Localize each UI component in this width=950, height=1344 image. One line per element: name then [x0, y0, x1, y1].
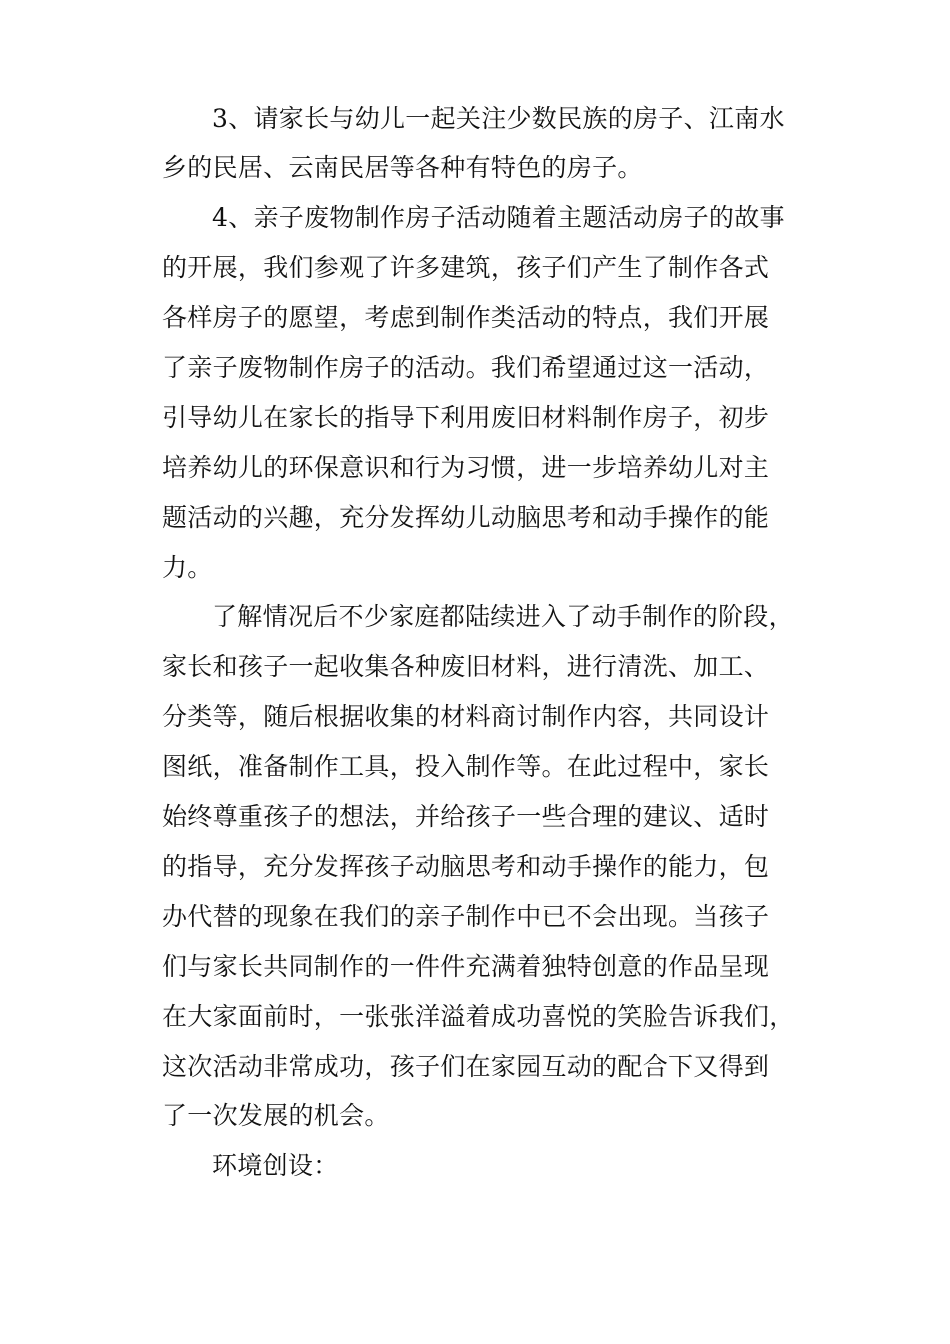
paragraph-5-line-4: 图纸，准备制作工具，投入制作等。在此过程中，家长: [162, 752, 770, 781]
paragraph-5-line-2: 家长和孩子一起收集各种废旧材料，进行清洗、加工、: [162, 652, 770, 681]
paragraph-5-line-10: 这次活动非常成功，孩子们在家园互动的配合下又得到: [162, 1052, 770, 1081]
paragraph-5-line-6: 的指导，充分发挥孩子动脑思考和动手操作的能力，包: [162, 852, 770, 881]
section-heading-environment: 环境创设：: [212, 1151, 339, 1180]
paragraph-4-line-2: 的开展，我们参观了许多建筑，孩子们产生了制作各式: [162, 253, 770, 282]
paragraph-3-line-2: 乡的民居、云南民居等各种有特色的房子。: [162, 153, 643, 182]
paragraph-4-line-6: 培养幼儿的环保意识和行为习惯，进一步培养幼儿对主: [162, 453, 770, 482]
paragraph-4-line-1: 4、亲子废物制作房子活动随着主题活动房子的故事: [212, 203, 785, 232]
paragraph-5-line-1: 了解情况后不少家庭都陆续进入了动手制作的阶段，: [212, 602, 794, 631]
paragraph-5-line-8: 们与家长共同制作的一件件充满着独特创意的作品呈现: [162, 952, 770, 981]
paragraph-4-line-3: 各样房子的愿望，考虑到制作类活动的特点，我们开展: [162, 303, 770, 332]
paragraph-5-line-9: 在大家面前时，一张张洋溢着成功喜悦的笑脸告诉我们，: [162, 1002, 795, 1031]
paragraph-4-line-4: 了亲子废物制作房子的活动。我们希望通过这一活动，: [162, 353, 770, 382]
paragraph-5-line-7: 办代替的现象在我们的亲子制作中已不会出现。当孩子: [162, 902, 770, 931]
paragraph-4-line-8: 力。: [162, 553, 213, 582]
paragraph-4-line-5: 引导幼儿在家长的指导下利用废旧材料制作房子，初步: [162, 403, 770, 432]
paragraph-5-line-5: 始终尊重孩子的想法，并给孩子一些合理的建议、适时: [162, 802, 770, 831]
paragraph-3-line-1: 3、请家长与幼儿一起关注少数民族的房子、江南水: [212, 104, 785, 133]
paragraph-5-line-3: 分类等，随后根据收集的材料商讨制作内容，共同设计: [162, 702, 770, 731]
paragraph-4-line-7: 题活动的兴趣，充分发挥幼儿动脑思考和动手操作的能: [162, 503, 770, 532]
paragraph-5-line-11: 了一次发展的机会。: [162, 1101, 390, 1130]
